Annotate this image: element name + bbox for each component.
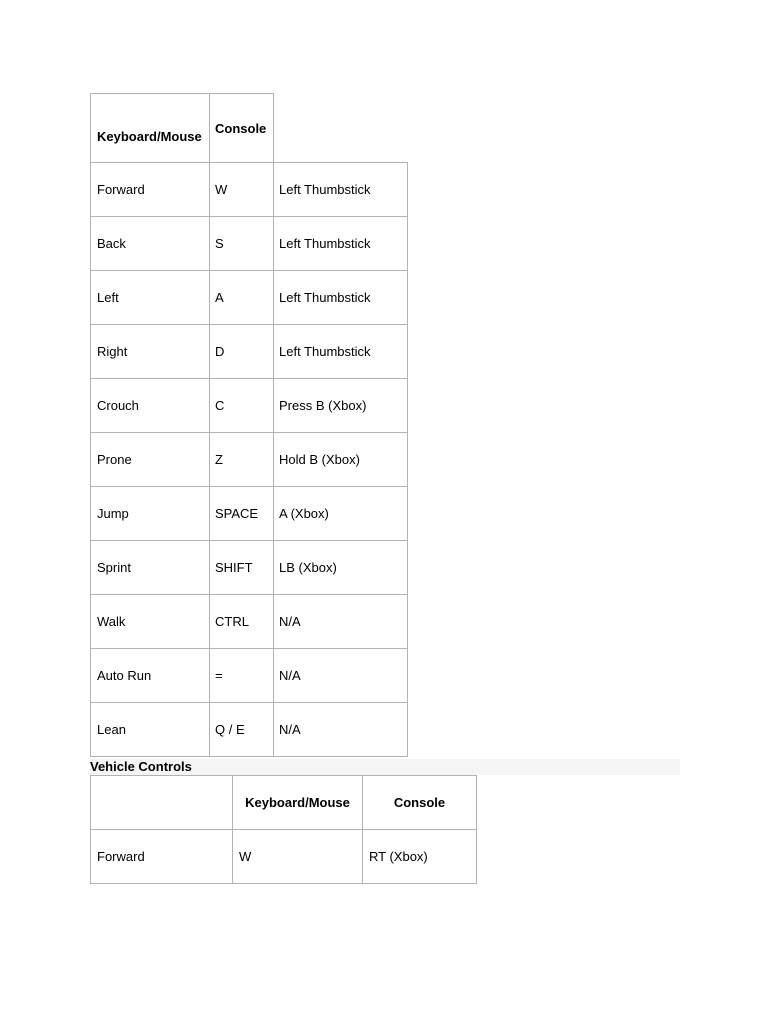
keyboard-mouse-cell: Z bbox=[210, 433, 274, 486]
keyboard-mouse-cell: Q / E bbox=[210, 703, 274, 756]
action-cell: Prone bbox=[91, 433, 210, 486]
action-cell: Auto Run bbox=[91, 649, 210, 702]
action-cell: Right bbox=[91, 325, 210, 378]
movement-header-keyboard-mouse: Keyboard/Mouse bbox=[91, 94, 210, 163]
console-cell: Left Thumbstick bbox=[274, 325, 408, 378]
keyboard-mouse-cell: CTRL bbox=[210, 595, 274, 648]
action-cell: Left bbox=[91, 271, 210, 324]
keyboard-mouse-cell: A bbox=[210, 271, 274, 324]
table-row bbox=[91, 325, 408, 379]
console-cell: N/A bbox=[274, 649, 408, 702]
action-cell: Sprint bbox=[91, 541, 210, 594]
movement-table-header bbox=[90, 93, 274, 163]
table-row bbox=[91, 830, 477, 884]
action-cell: Back bbox=[91, 217, 210, 270]
console-cell: RT (Xbox) bbox=[363, 830, 477, 883]
vehicle-table-header bbox=[91, 776, 477, 830]
movement-header-console: Console bbox=[210, 94, 274, 163]
table-row bbox=[91, 163, 408, 217]
console-cell: A (Xbox) bbox=[274, 487, 408, 540]
keyboard-mouse-cell: W bbox=[233, 830, 363, 883]
table-row bbox=[91, 541, 408, 595]
console-cell: Left Thumbstick bbox=[274, 163, 408, 216]
keyboard-mouse-cell: S bbox=[210, 217, 274, 270]
keyboard-mouse-cell: SPACE bbox=[210, 487, 274, 540]
console-cell: Left Thumbstick bbox=[274, 271, 408, 324]
keyboard-mouse-cell: C bbox=[210, 379, 274, 432]
table-row bbox=[91, 433, 408, 487]
vehicle-header-keyboard-mouse: Keyboard/Mouse bbox=[233, 776, 363, 829]
table-row bbox=[91, 379, 408, 433]
vehicle-controls-heading: Vehicle Controls bbox=[90, 759, 680, 775]
movement-controls-table bbox=[90, 162, 408, 757]
vehicle-header-console: Console bbox=[363, 776, 477, 829]
keyboard-mouse-cell: D bbox=[210, 325, 274, 378]
table-row bbox=[91, 595, 408, 649]
console-cell: Hold B (Xbox) bbox=[274, 433, 408, 486]
console-cell: N/A bbox=[274, 595, 408, 648]
keyboard-mouse-cell: W bbox=[210, 163, 274, 216]
action-cell: Lean bbox=[91, 703, 210, 756]
action-cell: Crouch bbox=[91, 379, 210, 432]
vehicle-header-empty bbox=[91, 776, 233, 829]
action-cell: Forward bbox=[91, 163, 210, 216]
action-cell: Jump bbox=[91, 487, 210, 540]
console-cell: N/A bbox=[274, 703, 408, 756]
console-cell: Press B (Xbox) bbox=[274, 379, 408, 432]
table-row bbox=[91, 217, 408, 271]
table-row bbox=[91, 649, 408, 703]
table-row bbox=[91, 271, 408, 325]
vehicle-controls-table bbox=[90, 775, 477, 884]
table-row bbox=[91, 703, 408, 757]
console-cell: LB (Xbox) bbox=[274, 541, 408, 594]
console-cell: Left Thumbstick bbox=[274, 217, 408, 270]
keyboard-mouse-cell: = bbox=[210, 649, 274, 702]
keyboard-mouse-cell: SHIFT bbox=[210, 541, 274, 594]
action-cell: Walk bbox=[91, 595, 210, 648]
action-cell: Forward bbox=[91, 830, 233, 883]
table-row bbox=[91, 487, 408, 541]
